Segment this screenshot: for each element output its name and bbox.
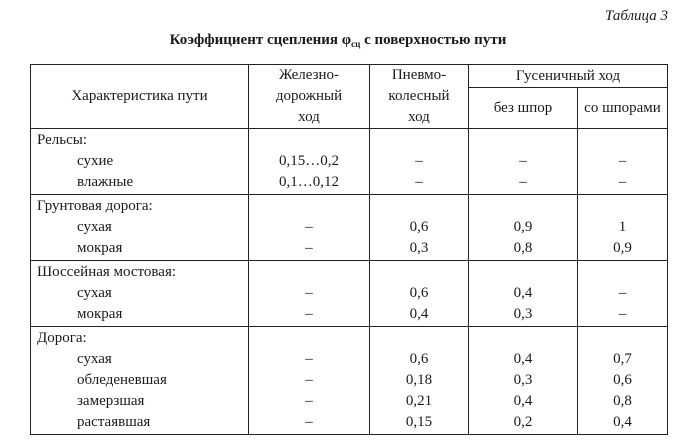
row-label: сухая	[77, 285, 112, 301]
no-spurs-value-cell	[469, 261, 578, 327]
header-pneumatic-line: Пневмо-	[391, 67, 447, 83]
pneumatic-value: –	[415, 153, 423, 169]
railway-value: –	[305, 219, 313, 235]
header-characteristic: Характеристика пути	[31, 65, 249, 129]
header-railway-line: дорожный	[275, 88, 343, 104]
with-spurs-value: –	[618, 174, 627, 190]
no-spurs-value-cell	[469, 129, 578, 195]
header-pneumatic-line: колесный	[388, 88, 450, 104]
group-spacer	[475, 262, 571, 283]
group-spacer	[584, 130, 661, 151]
row-label: сухая	[77, 351, 112, 367]
railway-value: –	[305, 414, 313, 430]
railway-value-cell	[249, 261, 370, 327]
no-spurs-value: 0,3	[513, 372, 533, 388]
header-pneumatic	[370, 65, 469, 129]
group-row	[31, 129, 668, 195]
with-spurs-value: –	[618, 153, 627, 169]
group-spacer	[475, 130, 571, 151]
group-row	[31, 195, 668, 261]
group-spacer	[376, 262, 462, 283]
railway-value-cell	[249, 327, 370, 435]
row-label: мокрая	[77, 306, 123, 322]
group-spacer	[584, 262, 661, 283]
pneumatic-value: 0,6	[409, 219, 429, 235]
characteristic-cell	[31, 327, 249, 435]
with-spurs-value: –	[618, 306, 627, 322]
header-railway	[249, 65, 370, 129]
row-label: сухая	[77, 219, 112, 235]
title-subscript: сц	[351, 39, 361, 49]
group-name: Грунтовая дорога:	[37, 198, 153, 214]
pneumatic-value: 0,18	[405, 372, 433, 388]
group-spacer	[376, 130, 462, 151]
pneumatic-value: 0,6	[409, 351, 429, 367]
with-spurs-value-cell	[578, 327, 668, 435]
with-spurs-value: 0,4	[613, 414, 632, 430]
railway-value: –	[305, 240, 313, 256]
group-spacer	[584, 196, 661, 217]
pneumatic-value: 0,4	[409, 306, 429, 322]
no-spurs-value: 0,4	[513, 393, 533, 409]
row-label: замерзшая	[77, 393, 145, 409]
header-pneumatic-line: ход	[408, 109, 430, 125]
no-spurs-value: –	[519, 153, 527, 169]
railway-value: –	[305, 285, 313, 301]
group-spacer	[584, 328, 661, 349]
pneumatic-value: –	[415, 174, 423, 190]
row-label: сухие	[77, 153, 114, 169]
characteristic-cell	[31, 261, 249, 327]
no-spurs-value-cell	[469, 327, 578, 435]
with-spurs-value-cell	[578, 261, 668, 327]
with-spurs-value: 0,8	[613, 393, 632, 409]
railway-value: –	[305, 372, 313, 388]
no-spurs-value: 0,3	[513, 306, 533, 322]
group-row	[31, 261, 668, 327]
row-label: растаявшая	[77, 414, 151, 430]
railway-value-cell	[249, 195, 370, 261]
header-railway-line: Железно-	[278, 67, 340, 83]
railway-value: –	[305, 306, 313, 322]
railway-value: 0,1…0,12	[279, 174, 339, 190]
no-spurs-value: 0,4	[513, 351, 533, 367]
header-tracked: Гусеничный ход	[469, 65, 668, 88]
with-spurs-value-cell	[578, 195, 668, 261]
row-label: влажные	[77, 174, 134, 190]
group-spacer	[255, 262, 363, 283]
no-spurs-value: –	[519, 174, 527, 190]
pneumatic-value-cell	[370, 195, 469, 261]
with-spurs-value: –	[618, 285, 627, 301]
row-label: мокрая	[77, 240, 123, 256]
adhesion-coefficient-table	[30, 64, 668, 435]
no-spurs-value: 0,9	[513, 219, 533, 235]
with-spurs-value: 0,7	[613, 351, 632, 367]
pneumatic-value: 0,3	[409, 240, 429, 256]
railway-value-cell	[249, 129, 370, 195]
with-spurs-value: 0,6	[613, 372, 632, 388]
group-spacer	[475, 196, 571, 217]
table-number-label: Таблица 3	[605, 8, 668, 24]
group-row	[31, 327, 668, 435]
pneumatic-value: 0,6	[409, 285, 429, 301]
title-prefix: Коэффициент сцепления φ	[169, 32, 352, 48]
header-railway-line: ход	[298, 109, 320, 125]
railway-value: 0,15…0,2	[279, 153, 339, 169]
with-spurs-value-cell	[578, 129, 668, 195]
pneumatic-value-cell	[370, 129, 469, 195]
table-body	[31, 129, 668, 435]
header-no-spurs: без шпор	[469, 88, 578, 129]
group-spacer	[376, 196, 462, 217]
with-spurs-value: 1	[618, 219, 627, 235]
pneumatic-value-cell	[370, 261, 469, 327]
header-with-spurs: со шпорами	[578, 88, 668, 129]
group-name: Рельсы:	[37, 132, 88, 148]
pneumatic-value-cell	[370, 327, 469, 435]
table-title	[0, 32, 676, 49]
no-spurs-value: 0,8	[513, 240, 533, 256]
title-suffix: с поверхностью пути	[360, 32, 507, 48]
railway-value: –	[305, 351, 313, 367]
row-label: обледеневшая	[77, 372, 167, 388]
group-spacer	[376, 328, 462, 349]
group-spacer	[475, 328, 571, 349]
group-spacer	[255, 196, 363, 217]
no-spurs-value: 0,4	[513, 285, 533, 301]
group-name: Дорога:	[37, 330, 87, 346]
characteristic-cell	[31, 195, 249, 261]
with-spurs-value: 0,9	[613, 240, 632, 256]
railway-value: –	[305, 393, 313, 409]
no-spurs-value-cell	[469, 195, 578, 261]
no-spurs-value: 0,2	[513, 414, 533, 430]
pneumatic-value: 0,15	[405, 414, 433, 430]
group-name: Шоссейная мостовая:	[37, 264, 177, 280]
group-spacer	[255, 328, 363, 349]
header-row-1	[31, 65, 668, 88]
group-spacer	[255, 130, 363, 151]
characteristic-cell	[31, 129, 249, 195]
pneumatic-value: 0,21	[405, 393, 433, 409]
